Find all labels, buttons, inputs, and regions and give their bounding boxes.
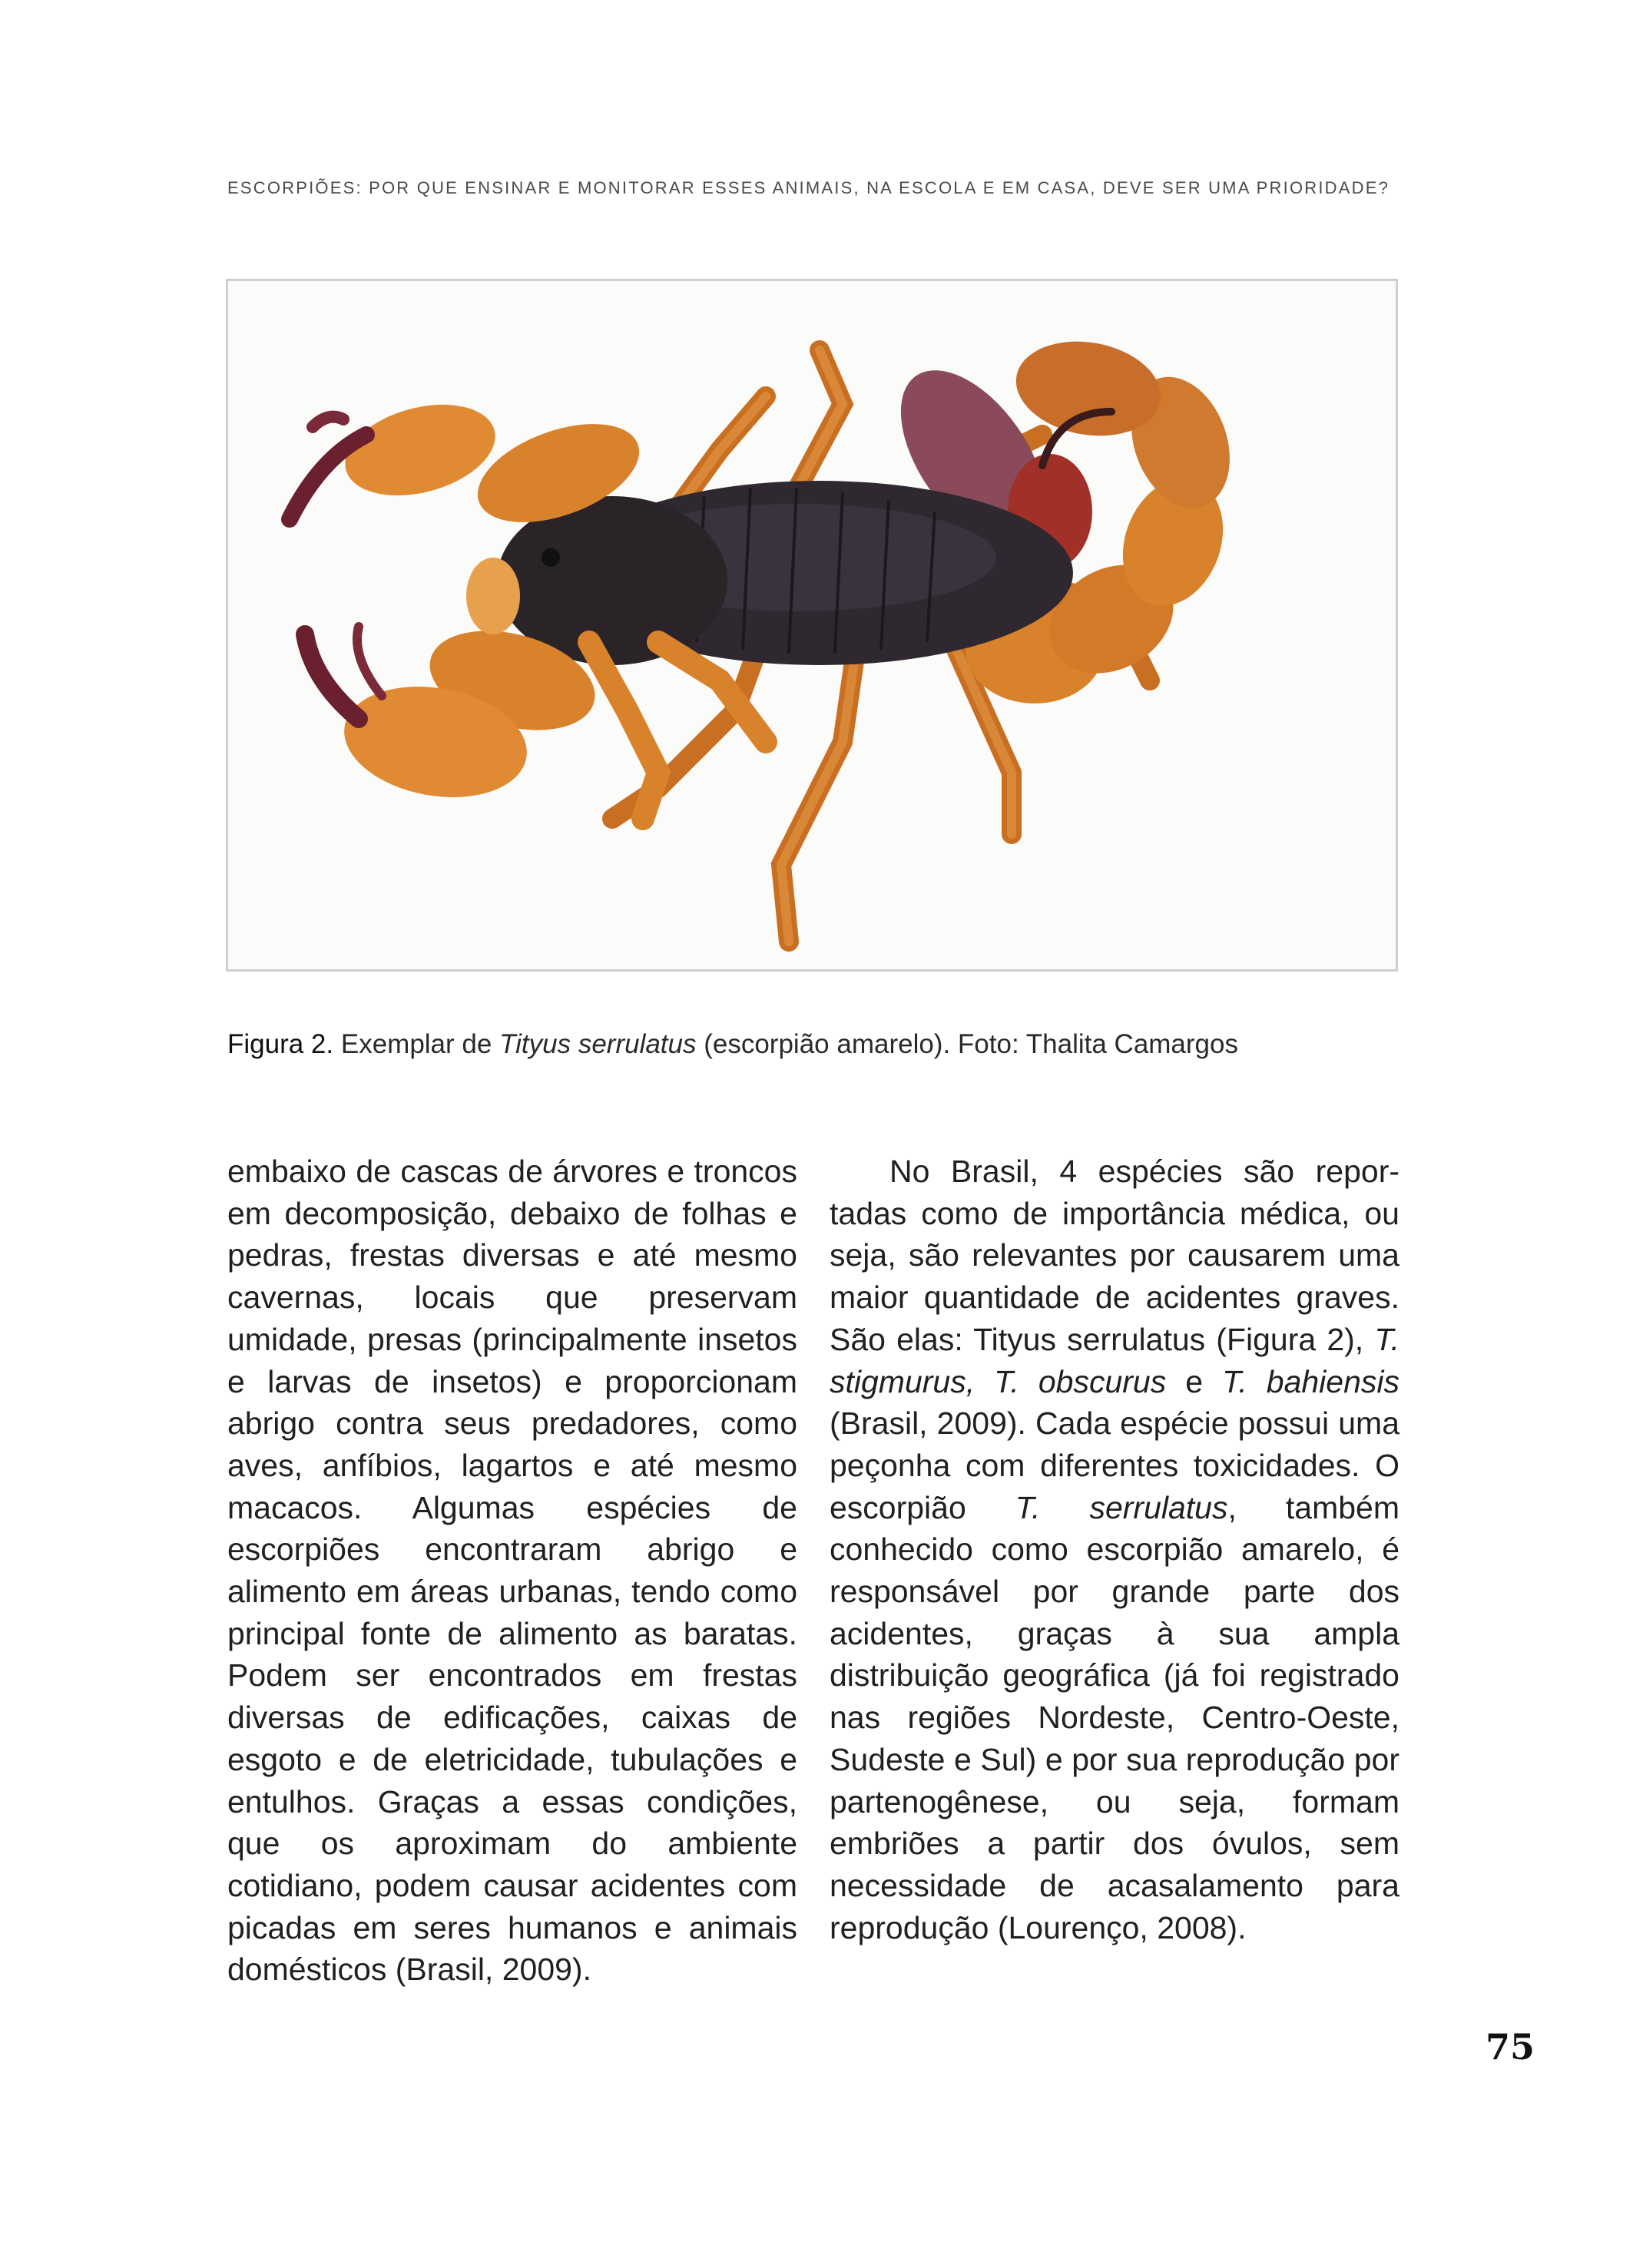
left-column bbox=[227, 1151, 797, 1991]
page-number: 75 bbox=[1486, 2026, 1535, 2068]
right-column bbox=[830, 1151, 1399, 1948]
caption-text-1: Exemplar de bbox=[333, 1029, 500, 1059]
right-text-2: e bbox=[1166, 1363, 1223, 1399]
scorpion-illustration bbox=[228, 281, 1396, 969]
right-text-1: No Brasil, 4 espécies são reportadas como de importância médica, ou seja, são relevantes por causarem uma maior quantidade de acidentes graves. São elas: Tityus serrulatus (Figura 2), bbox=[830, 1154, 1399, 1357]
right-text-3: (Brasil, 2009). Cada espécie possui uma peçonha com diferentes toxicidades. O escorpião bbox=[830, 1405, 1399, 1525]
right-italic-3: T. serrulatus bbox=[1015, 1489, 1228, 1525]
figure-photo-scorpion bbox=[226, 279, 1398, 972]
right-italic-2: T. bahiensis bbox=[1222, 1363, 1400, 1399]
figure-caption bbox=[227, 1029, 1238, 1060]
left-paragraph: embaixo de cascas de árvores e troncos em decomposição, debaixo de folhas e pedras, frestas diversas e até mesmo cavernas, locais que preservam umidade, presas (principalmente insetos e larvas de insetos) e proporcionam abrigo contra seus predadores, como aves, anfíbios, lagartos e até mesmo macacos. Algumas espécies de escorpiões encontraram abrigo e alimento em áreas urbanas, tendo como principal fonte de alimento as baratas. Podem ser encontrados em frestas diversas de edificações, caixas de esgoto e de eletricidade, tubulações e entulhos. Graças a essas condições, que os aproximam do ambiente cotidiano, podem causar acidentes com picadas em seres humanos e animais domésticos (Brasil, 2009). bbox=[227, 1154, 797, 1988]
right-text-4: , também conhecido como escorpião amarelo, é responsável por grande parte dos acidentes, graças à sua ampla distribuição geográfica (já foi registrado nas regiões Nordeste, Centro-Oeste, Sudeste e Sul) e por sua reprodução por partenogênese, ou seja, formam embriões a partir dos óvulos, sem necessidade de acasalamento para reprodução (Lourenço, 2008). bbox=[830, 1489, 1399, 1945]
right-paragraph bbox=[830, 1151, 1399, 1948]
caption-text-2: (escorpião amarelo). Foto: Thalita Camargos bbox=[696, 1029, 1238, 1059]
caption-species: Tityus serrulatus bbox=[499, 1029, 697, 1059]
running-head: ESCORPIÕES: POR QUE ENSINAR E MONITORAR ESSES ANIMAIS, NA ESCOLA E EM CASA, DEVE SER UMA PRIORIDADE? bbox=[227, 178, 1390, 197]
right-italic-1: T. stigmurus, T. obscurus bbox=[830, 1321, 1399, 1399]
figure-label: Figura 2. bbox=[227, 1029, 334, 1059]
